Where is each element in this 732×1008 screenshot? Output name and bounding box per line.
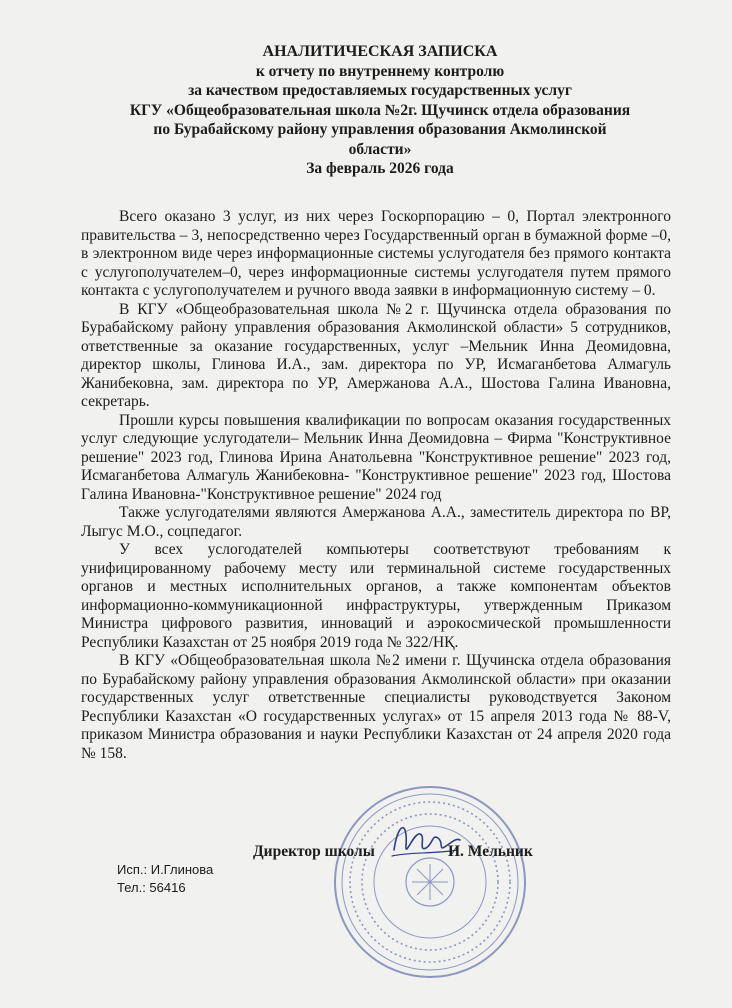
signatory-title: Директор школы: [253, 843, 375, 860]
organization-line: КГУ «Общеобразовательная школа №2г. Щучинск отдела образования: [129, 101, 631, 119]
paragraph: В КГУ «Общеобразовательная школа №2 имени г. Щучинска отдела образования по Бурабайскому району управления образования Акмолинской области» при оказании государственных услуг ответственные специалисты руководствуется Законом Республики Казахстан «О государственных услугах» от 15 апреля 2013 года № 88-V, приказом Министра образования и науки Республики Казахстан от 24 апреля 2020 года № 158.: [81, 652, 671, 762]
document-header: [60, 42, 700, 179]
paragraph: Всего оказано 3 услуг, из них через Госкорпорацию – 0, Портал электронного правительства – 3, непосредственно через Государственный орган в бумажной форме –0, в электронном виде через информационные системы услугодателя без прямого контакта с услугополучателем–0, через информационные системы услугодателя путем прямого контакта с услугополучателем и ручного ввода заявки в информационную систему – 0.: [81, 208, 671, 299]
paragraph: Также услугодателями являются Амержанова А.А., заместитель директора по ВР, Лыгус М.О., соцпедагог.: [81, 504, 671, 540]
executor-phone: Тел.: 56416: [117, 879, 186, 895]
subtitle-line: за качеством предоставляемых государственных услуг: [188, 82, 572, 99]
official-stamp: [330, 780, 530, 985]
document-body: [81, 208, 671, 763]
paragraph: В КГУ «Общеобразовательная школа №2 г. Щучинска отдела образования по Бурабайскому району управления образования Акмолинской области» 5 сотрудников, ответственные за оказание государственных, услуг –Мельник Инна Деомидовна, директор школы, Глинова И.А., зам. директора по УР, Исмаганбетова Алмагуль Жанибековна, зам. директора по УР, Амержанова А.А., Шостова Галина Ивановна, секретарь.: [81, 300, 671, 410]
executor-info: [117, 861, 213, 896]
signatory-name: И. Мельник: [448, 843, 533, 860]
organization-line: по Бурабайскому району управления образования Акмолинской: [153, 121, 607, 138]
organization-line: области»: [348, 140, 412, 158]
document-title: АНАЛИТИЧЕСКАЯ ЗАПИСКА: [262, 43, 498, 60]
subtitle-line: к отчету по внутреннему контролю: [255, 62, 505, 80]
report-period: За февраль 2026 года: [306, 160, 454, 177]
executor-name: Исп.: И.Глинова: [117, 862, 214, 877]
paragraph: Прошли курсы повышения квалификации по вопросам оказания государственных услуг следующие услугодатели– Мельник Инна Деомидовна – Фирма "Конструктивное решение" 2023 год, Глинова Ирина Анатольевна "Конструктивное решение" 2023 год, Исмаганбетова Алмагуль Жанибековна- "Конструктивное решение" 2023 год, Шостова Галина Ивановна-"Конструктивное решение" 2024 год: [81, 411, 671, 503]
paragraph: У всех услогодателей компьютеры соответствуют требованиям к унифицированному рабочему месту или терминальной системе государственных органов и местных исполнительных органов, а также компонентам объектов информационно-коммуникационной инфраструктуры, утвержденным Приказом Министра цифрового развития, инноваций и аэрокосмической промышленности Республики Казахстан от 25 ноября 2019 года № 322/НҚ.: [81, 541, 671, 651]
